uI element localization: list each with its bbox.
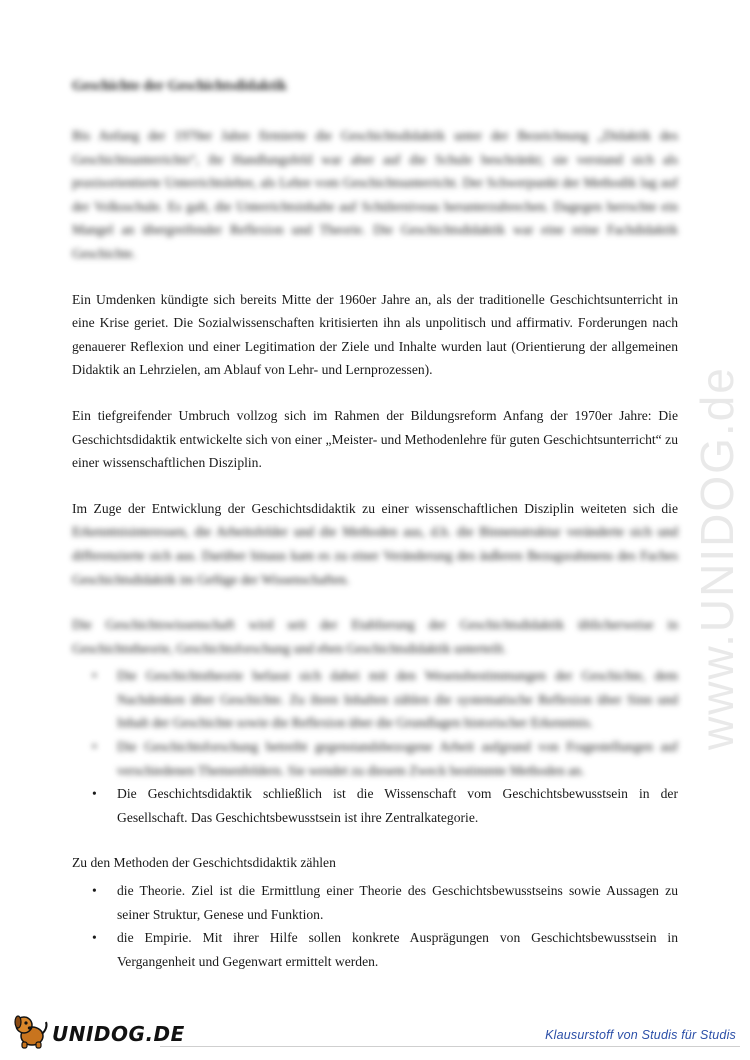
document-title: Geschichte der Geschichtsdidaktik [72,78,287,94]
list-item [72,926,678,973]
list-item-text: Die Geschichtsdidaktik schließlich ist die Wissenschaft vom Geschichtsbewusstsein in der Gesellschaft. Das Geschichtsbewusstsein ist ihre Zentralkategorie. [117,786,678,825]
paragraph-4-blurred: Erkenntnisinteressen, die Arbeitsfelder und die Methoden aus, d.h. die Binnenstruktur veränderte sich und differenzierte sich aus. Darüber hinaus kam es zu einer Veränderung des äußeren Bezugsrahmens des Faches Geschichtsdidaktik im Gefüge der Wissenschaften. [72,524,678,587]
list-item-text: Die Geschichtstheorie befasst sich dabei mit den Wesensbestimmungen der Geschichte, dem Nachdenken über Geschichte. Zu ihren Inhalten zählen die systematische Reflexion über Sinn und Inhalt der Geschichte sowie die Reflexion über die Grundlagen historischer Erkenntnis. [117,668,678,731]
bullet-icon: • [92,786,97,802]
logo-text: UNIDOG.DE [52,1022,185,1046]
bullet-icon: • [92,739,97,755]
list-item [72,664,678,735]
dog-icon [10,1010,50,1050]
list-item-text: die Empirie. Mit ihrer Hilfe sollen konkrete Ausprägungen von Geschichtsbewusstsein in Vergangenheit und Gegenwart ermittelt werden. [117,930,678,969]
paragraph-5: Die Geschichtswissenschaft wird seit der Etablierung der Geschichtsdidaktik üblicherweise in Geschichtstheorie, Geschichtsforschung und eben Geschichtsdidaktik unterteilt. [72,617,678,656]
footer-divider [160,1046,740,1047]
paragraph-4 [72,497,678,591]
watermark-text: www.UNIDOG.de [691,366,743,750]
list-item [72,879,678,926]
unidog-logo[interactable] [10,1010,185,1050]
paragraph-2: Ein Umdenken kündigte sich bereits Mitte der 1960er Jahre an, als der traditionelle Geschichtsunterricht in eine Krise geriet. Die Sozialwissenschaften kritisierten ihn als unpolitisch und affirmativ. Forderungen nach genauerer Reflexion und einer Legitimation der Ziele und Inhalte wurden laut (Orientierung der allgemeinen Didaktik an Lehrzielen, am Ablauf von Lehr- und Lernprozessen). [72,291,678,378]
document-body [72,76,678,973]
bullet-list-1 [72,664,678,829]
bullet-icon: • [92,930,97,946]
footer-tagline: Klausurstoff von Studis für Studis [545,1028,736,1042]
bullet-list-2 [72,879,678,973]
paragraph-4-visible: Im Zuge der Entwicklung der Geschichtsdidaktik zu einer wissenschaftlichen Disziplin weiteten sich die [72,500,678,516]
paragraph-3: Ein tiefgreifender Umbruch vollzog sich im Rahmen der Bildungsreform Anfang der 1970er Jahre: Die Geschichtsdidaktik entwickelte sich von einer „Meister- und Methodenlehre für guten Geschichtsunterricht“ zu einer wissenschaftlichen Disziplin. [72,407,678,471]
list-item-text: Die Geschichtsforschung betreibt gegenstandsbezogene Arbeit aufgrund von Fragestellungen auf verschiedenen Themenfeldern. Sie wendet zu diesem Zweck bestimmte Methoden an. [117,739,678,778]
list-item [72,735,678,782]
bullet-icon: • [92,883,97,899]
paragraph-1: Bis Anfang der 1970er Jahre firmierte die Geschichtsdidaktik unter der Bezeichnung „Didaktik des Geschichtsunterrichts“, ihr Handlungsfeld war aber auf die Schule beschränkt; sie verstand sich als praxisorientierte Unterrichtslehre, als Lehre vom Geschichtsunterricht. Der Schwerpunkt der Methodik lag auf der Volksschule. Es galt, die Unterrichtsinhalte auf Schülerniveau herunterzubrechen. Dagegen herrschte ein Mangel an übergreifender Reflexion und Theorie. Die Geschichtsdidaktik war eine reine Fachdidaktik Geschichte. [72,128,678,261]
list-item [72,782,678,829]
list-item-text: die Theorie. Ziel ist die Ermittlung einer Theorie des Geschichtsbewusstseins sowie Aussagen zu seiner Struktur, Genese und Funktion. [117,883,678,922]
methods-intro: Zu den Methoden der Geschichtsdidaktik zählen [72,855,336,871]
bullet-icon: • [92,668,97,684]
